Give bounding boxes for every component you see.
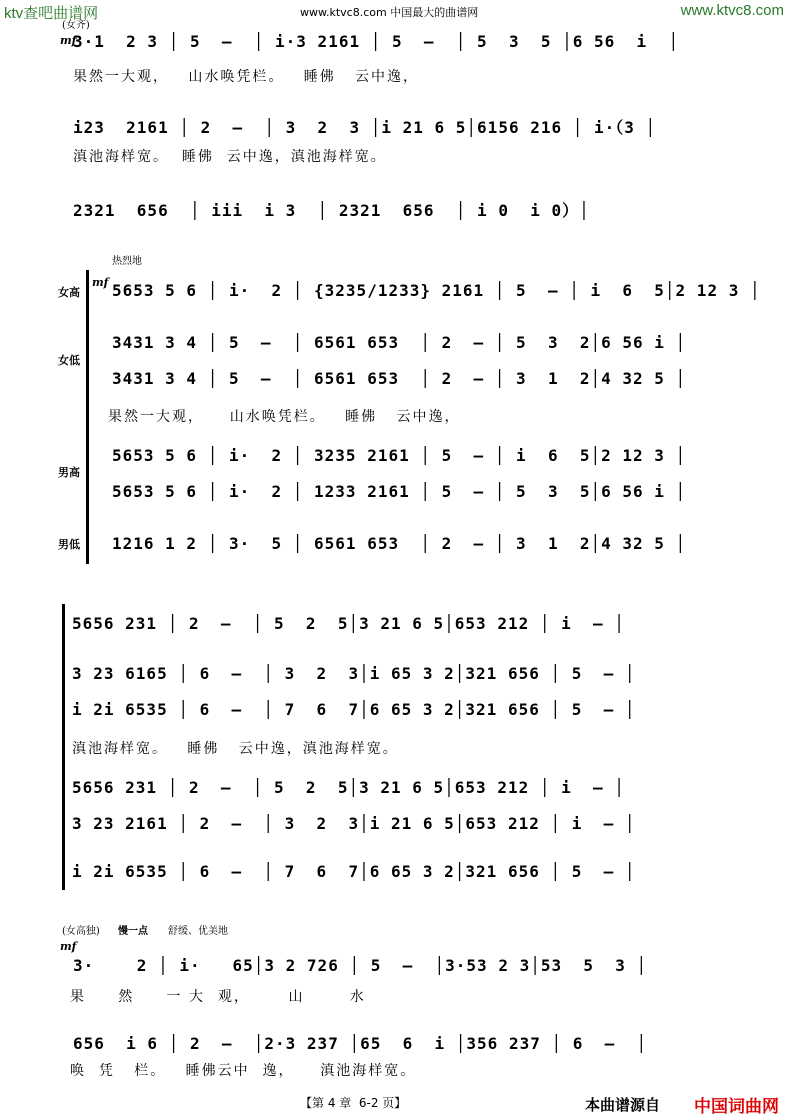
voice-label-bass: 男低 [58,538,80,551]
tempo-mark: 慢一点 [118,926,148,937]
site-logo-right: www.ktvc8.com [680,2,784,19]
dynamic-mark: mf [60,34,77,47]
score-row-4: 3· 2 │ i· 65│3 2 726 │ 5 – │3·53 2 3│53 5 3 │ [73,956,648,975]
soprano-part: 5653 5 6 │ i· 2 │ {3235/1233} 2161 │ 5 – │ i 6 5│2 12 3 │ [112,281,761,300]
score-row-3: 2321 656 │ iii i 3 │ 2321 656 │ i 0 i 0）│ [73,201,590,220]
lyrics-row: 果然一大观， 山水唤凭栏。 睡佛 云中逸， [108,409,461,425]
voice-note: (女齐) [62,20,90,31]
dynamic-mark: mf [92,276,109,289]
tenor-part-1: 5653 5 6 │ i· 2 │ 3235 2161 │ 5 – │ i 6 5│2 12 3 │ [112,446,687,465]
score-row-5: 656 i 6 │ 2 – │2·3 237 │65 6 i │356 237 │ 6 – │ [73,1034,648,1053]
voice-note: (女高独) [62,926,100,937]
voice-label-alto: 女低 [58,354,80,367]
lyrics-row-5: 唤 凭 栏。 睡佛云中 逸， 滇池海样宽。 [70,1063,417,1079]
dynamic-mark: mf [60,940,77,953]
tenor-part-2: 3 23 2161 │ 2 – │ 3 2 3│i 21 6 5│653 212 │ i – │ [72,814,636,833]
voice-label-soprano: 女高 [58,286,80,299]
site-url: www.ktvc8.com 中国最大的曲谱网 [300,6,479,19]
bass-part: i 2i 6535 │ 6 – │ 7 6 7│6 65 3 2│321 656 │ 5 – │ [72,862,636,881]
alto-part-2: 3431 3 4 │ 5 – │ 6561 653 │ 2 – │ 3 1 2│4 32 5 │ [112,369,687,388]
system-bracket [86,270,89,564]
brand-link[interactable]: 中国词曲网 [694,1097,779,1117]
alto-part-1: 3 23 6165 │ 6 – │ 3 2 3│i 65 3 2│321 656 │ 5 – │ [72,664,636,683]
expression-mark: 舒缓、优美地 [168,926,228,937]
score-row-1: 3·1 2 3 │ 5 – │ i·3 2161 │ 5 – │ 5 3 5 │6 56 i │ [73,32,680,51]
expression-mark: 热烈地 [112,256,142,267]
lyrics-row-4: 果 然 一 大 观， 山 水 [70,989,366,1005]
score-row-2: i23 2161 │ 2 – │ 3 2 3 │i 21 6 5│6156 216 │ i·（3 │ [73,118,657,137]
lyrics-row-1: 果然一大观， 山水唤凭栏。 睡佛 云中逸， [73,69,420,85]
tenor-part-1: 5656 231 │ 2 – │ 5 2 5│3 21 6 5│653 212 │ i – │ [72,778,625,797]
source-label: 本曲谱源自 [585,1096,661,1114]
lyrics-row: 滇池海样宽。 睡佛 云中逸，滇池海样宽。 [72,741,399,757]
tenor-part-2: 5653 5 6 │ i· 2 │ 1233 2161 │ 5 – │ 5 3 5│6 56 i │ [112,482,687,501]
voice-label-tenor: 男高 [58,466,80,479]
site-logo-left: ktv查吧曲谱网 [4,5,99,22]
page-indicator: 【第 4 章 6-2 页】 [300,1096,407,1110]
soprano-part: 5656 231 │ 2 – │ 5 2 5│3 21 6 5│653 212 │ i – │ [72,614,625,633]
lyrics-row-2: 滇池海样宽。 睡佛 云中逸，滇池海样宽。 [73,149,387,165]
alto-part-1: 3431 3 4 │ 5 – │ 6561 653 │ 2 – │ 5 3 2│6 56 i │ [112,333,687,352]
bass-part: 1216 1 2 │ 3· 5 │ 6561 653 │ 2 – │ 3 1 2│4 32 5 │ [112,534,687,553]
system-bracket [62,604,65,890]
alto-part-2: i 2i 6535 │ 6 – │ 7 6 7│6 65 3 2│321 656 │ 5 – │ [72,700,636,719]
